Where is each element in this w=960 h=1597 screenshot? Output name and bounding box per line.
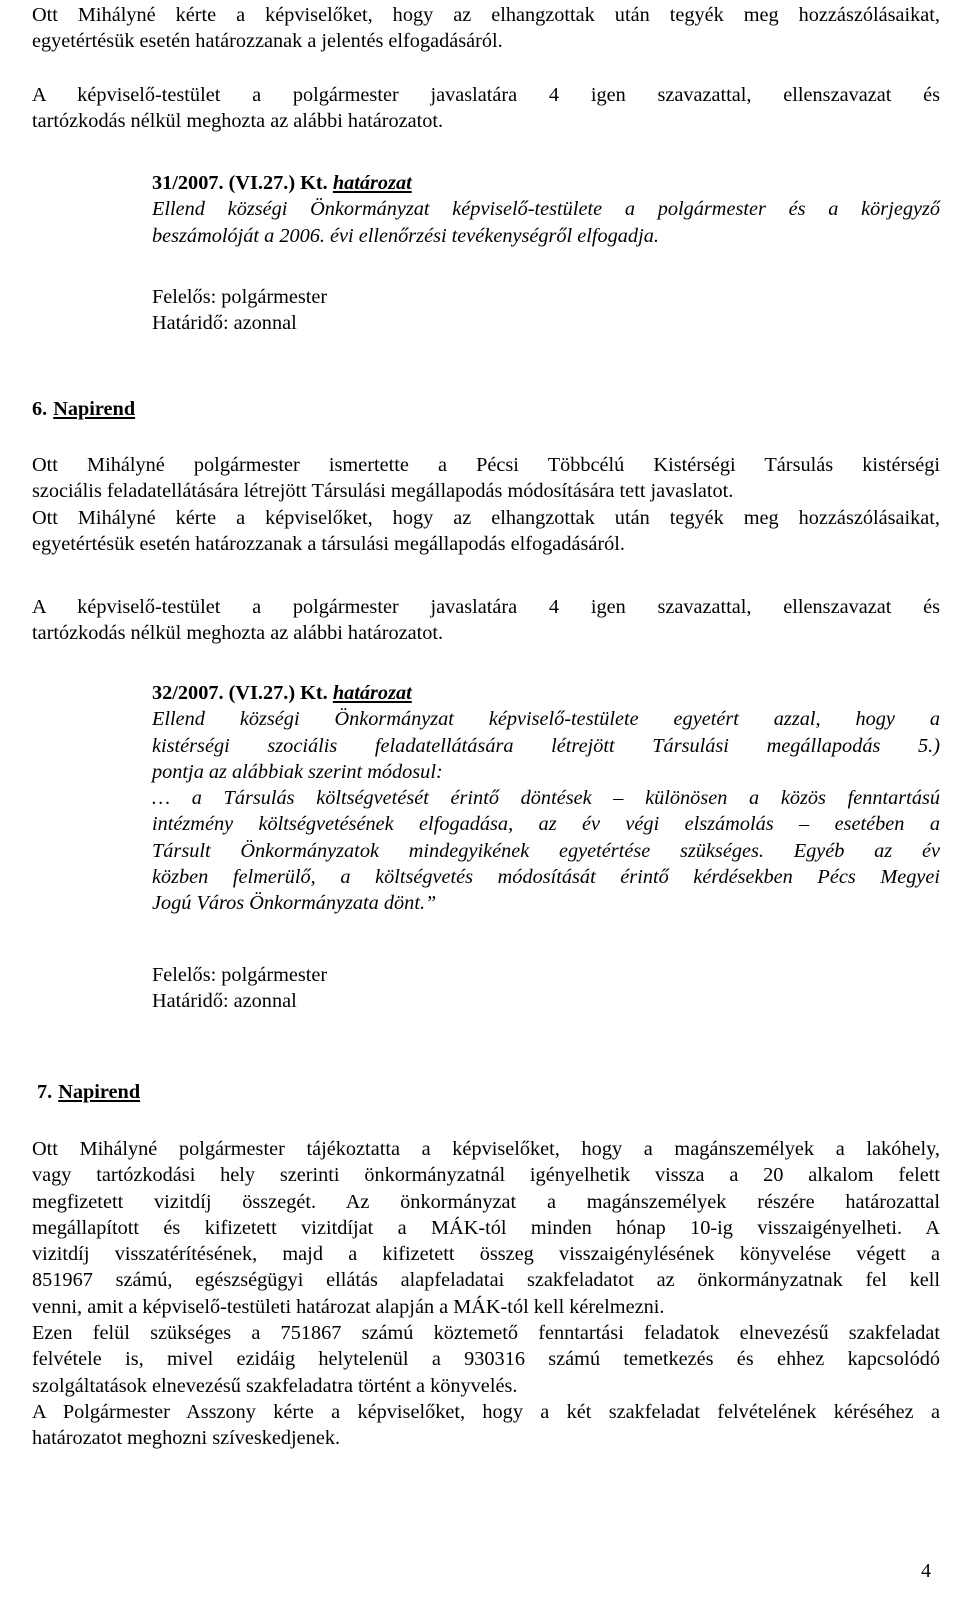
responsible-line: Felelős: polgármester	[152, 964, 328, 986]
resolution-31-line: beszámolóját a 2006. évi ellenőrzési tevékenységről elfogadja.	[152, 224, 659, 247]
text-line: Ott Mihályné polgármester ismertette a Pécsi Többcélú Kistérségi Társulás kistérségi	[32, 454, 940, 476]
resolution-31-keyword: határozat	[332, 172, 412, 194]
resolution-32-line: kistérségi szociális feladatellátására létrejött Társulási megállapodás 5.)	[152, 734, 940, 757]
text-line: felvétele is, mivel ezidáig helytelenül a 930316 számú temetkezés és ehhez kapcsolódó	[32, 1348, 940, 1371]
agenda-7-heading	[32, 1079, 940, 1105]
text-line: megfizetett vizitdíj összegét. Az önkormányzat a magánszemélyek részére határozattal	[32, 1190, 940, 1213]
resolution-32-line: … a Társulás költségvetését érintő döntések – különösen a közös fenntartású	[152, 787, 940, 810]
text-line: Ezen felül szükséges a 751867 számú köztemető fenntartási feladatok elnevezésű szakfeladat	[32, 1322, 940, 1345]
text-line: egyetértésük esetén határozzanak a társulási megállapodás elfogadásáról.	[32, 532, 625, 555]
text-line: tartózkodás nélkül meghozta az alábbi határozatot.	[32, 110, 444, 133]
text-line: egyetértésük esetén határozzanak a jelentés elfogadásáról.	[32, 30, 503, 53]
resolution-32-meta	[152, 962, 940, 1015]
agenda-6-vote	[32, 594, 940, 647]
resolution-32-line: Ellend községi Önkormányzat képviselő-testülete egyetért azzal, hogy a	[152, 708, 940, 731]
agenda-7-number: 7.	[37, 1081, 53, 1103]
text-line: szolgáltatások elnevezésű szakfeladatra történt a könyvelés.	[32, 1374, 518, 1397]
agenda-6-heading	[32, 396, 940, 422]
resolution-32-heading	[152, 680, 940, 706]
resolution-32	[152, 680, 940, 917]
resolution-32-keyword: határozat	[332, 682, 412, 704]
text-line: A képviselő-testület a polgármester javaslatára 4 igen szavazattal, ellenszavazat és	[32, 84, 940, 106]
text-line: Ott Mihályné kérte a képviselőket, hogy az elhangzottak után tegyék meg hozzászólásaikat,	[32, 4, 940, 26]
text-line: tartózkodás nélkül meghozta az alábbi határozatot.	[32, 622, 444, 645]
resolution-32-line: Társult Önkormányzatok mindegyikének egyetértése szükséges. Egyéb az év	[152, 839, 940, 862]
resolution-31-heading	[152, 170, 940, 196]
agenda-6-title: Napirend	[53, 398, 136, 420]
text-line: vizitdíj visszatérítésének, majd a kifizetett összeg visszaigénylésének könyvelése végett a	[32, 1243, 940, 1266]
agenda-6-number: 6.	[32, 398, 48, 420]
text-line: szociális feladatellátására létrejött Társulási megállapodás módosítására tett javaslatot.	[32, 480, 734, 503]
text-line: Ott Mihályné kérte a képviselőket, hogy az elhangzottak után tegyék meg hozzászólásaikat,	[32, 506, 940, 529]
text-line: venni, amit a képviselő-testületi határozat alapján a MÁK-tól kell kérelmezni.	[32, 1295, 665, 1318]
text-line: Ott Mihályné polgármester tájékoztatta a képviselőket, hogy a magánszemélyek a lakóhely,	[32, 1138, 940, 1160]
top-vote-paragraph	[32, 82, 940, 135]
text-line: A képviselő-testület a polgármester javaslatára 4 igen szavazattal, ellenszavazat és	[32, 596, 940, 618]
text-line: 851967 számú, egészségügyi ellátás alapfeladatai szakfeladatot az önkormányzatnak fel kell	[32, 1269, 940, 1292]
resolution-32-number: 32/2007. (VI.27.) Kt.	[152, 682, 328, 704]
text-line: A Polgármester Asszony kérte a képviselőket, hogy a két szakfeladat felvételének kéréséhez a	[32, 1400, 940, 1423]
text-line: határozatot meghozni szíveskedjenek.	[32, 1427, 341, 1450]
resolution-32-line: Jogú Város Önkormányzata dönt.”	[152, 892, 437, 915]
text-line: vagy tartózkodási hely szerinti önkormányzatnál igényelhetik vissza a 20 alkalom felett	[32, 1164, 940, 1187]
resolution-32-line: pontja az alábbiak szerint módosul:	[152, 760, 443, 783]
top-request-paragraph	[32, 2, 940, 55]
deadline-line: Határidő: azonnal	[152, 312, 297, 335]
resolution-31-meta	[152, 284, 940, 337]
page-number: 4	[921, 1560, 931, 1582]
agenda-7-title: Napirend	[58, 1081, 141, 1103]
resolution-31-number: 31/2007. (VI.27.) Kt.	[152, 172, 328, 194]
responsible-line: Felelős: polgármester	[152, 286, 328, 308]
agenda-7-body	[32, 1136, 940, 1452]
resolution-32-line: közben felmerülő, a költségvetés módosítását érintő kérdésekben Pécs Megyei	[152, 866, 940, 889]
resolution-32-line: intézmény költségvetésének elfogadása, az év végi elszámolás – esetében a	[152, 813, 940, 836]
text-line: megállapított és kifizetett vizitdíjat a MÁK-tól minden hónap 10-ig visszaigényelheti. A	[32, 1216, 940, 1239]
resolution-31	[152, 170, 940, 249]
resolution-31-line: Ellend községi Önkormányzat képviselő-testülete a polgármester és a körjegyző	[152, 198, 940, 221]
deadline-line: Határidő: azonnal	[152, 990, 297, 1013]
agenda-6-intro	[32, 452, 940, 557]
